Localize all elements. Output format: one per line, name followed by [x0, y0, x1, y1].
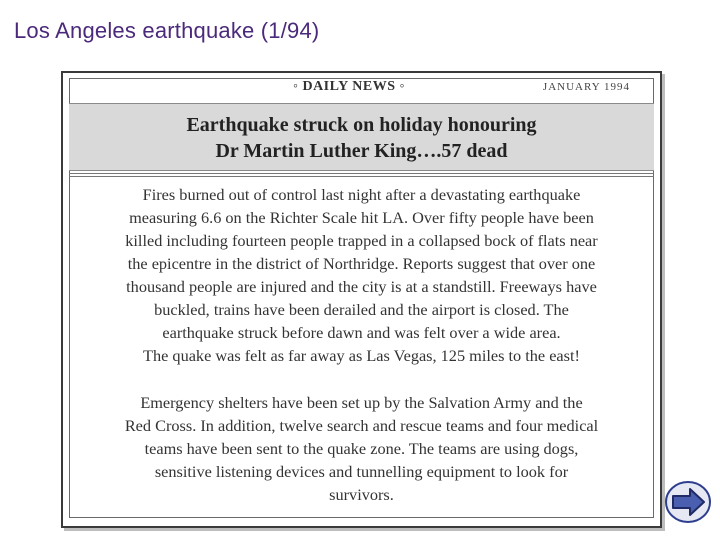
article-line: teams have been sent to the quake zone. The teams are using dogs, [144, 439, 579, 458]
article-line: the epicentre in the district of Northridge. Reports suggest that over one [127, 254, 596, 273]
article-line: Fires burned out of control last night after a devastating earthquake [142, 185, 581, 204]
newspaper-date: JANUARY 1994 [542, 81, 630, 93]
article-line: The quake was felt as far away as Las Vegas, 125 miles to the east! [143, 346, 580, 365]
article-line: killed including fourteen people trapped in a collapsed bock of flats near [125, 231, 598, 250]
newspaper-name: ◦ DAILY NEWS ◦ [293, 79, 405, 94]
divider [69, 173, 654, 174]
article-line: earthquake struck before dawn and was felt over a wide area. [162, 323, 561, 342]
article-line: measuring 6.6 on the Richter Scale hit LA. Over fifty people have been [129, 208, 594, 227]
article-line: thousand people are injured and the city is at a standstill. Freeways have [126, 277, 597, 296]
slide-title: Los Angeles earthquake (1/94) [14, 18, 320, 43]
headline-line: Earthquake struck on holiday honouring [186, 114, 537, 136]
divider [69, 176, 654, 177]
article-line: survivors. [329, 485, 394, 504]
article-line: Emergency shelters have been set up by the Salvation Army and the [140, 393, 583, 412]
newspaper-headline [69, 103, 654, 171]
arrow-right-icon [664, 480, 712, 524]
article-paragraph-1 [71, 183, 652, 367]
article-line: buckled, trains have been derailed and the airport is closed. The [154, 300, 569, 319]
article-line: sensitive listening devices and tunnelling equipment to look for [154, 462, 569, 481]
next-slide-button[interactable] [664, 480, 712, 524]
article-paragraph-2 [71, 391, 652, 506]
newspaper-clipping [61, 71, 662, 528]
headline-line: Dr Martin Luther King….57 dead [215, 140, 508, 162]
newspaper-masthead [63, 75, 660, 99]
article-line: Red Cross. In addition, twelve search and rescue teams and four medical [124, 416, 599, 435]
